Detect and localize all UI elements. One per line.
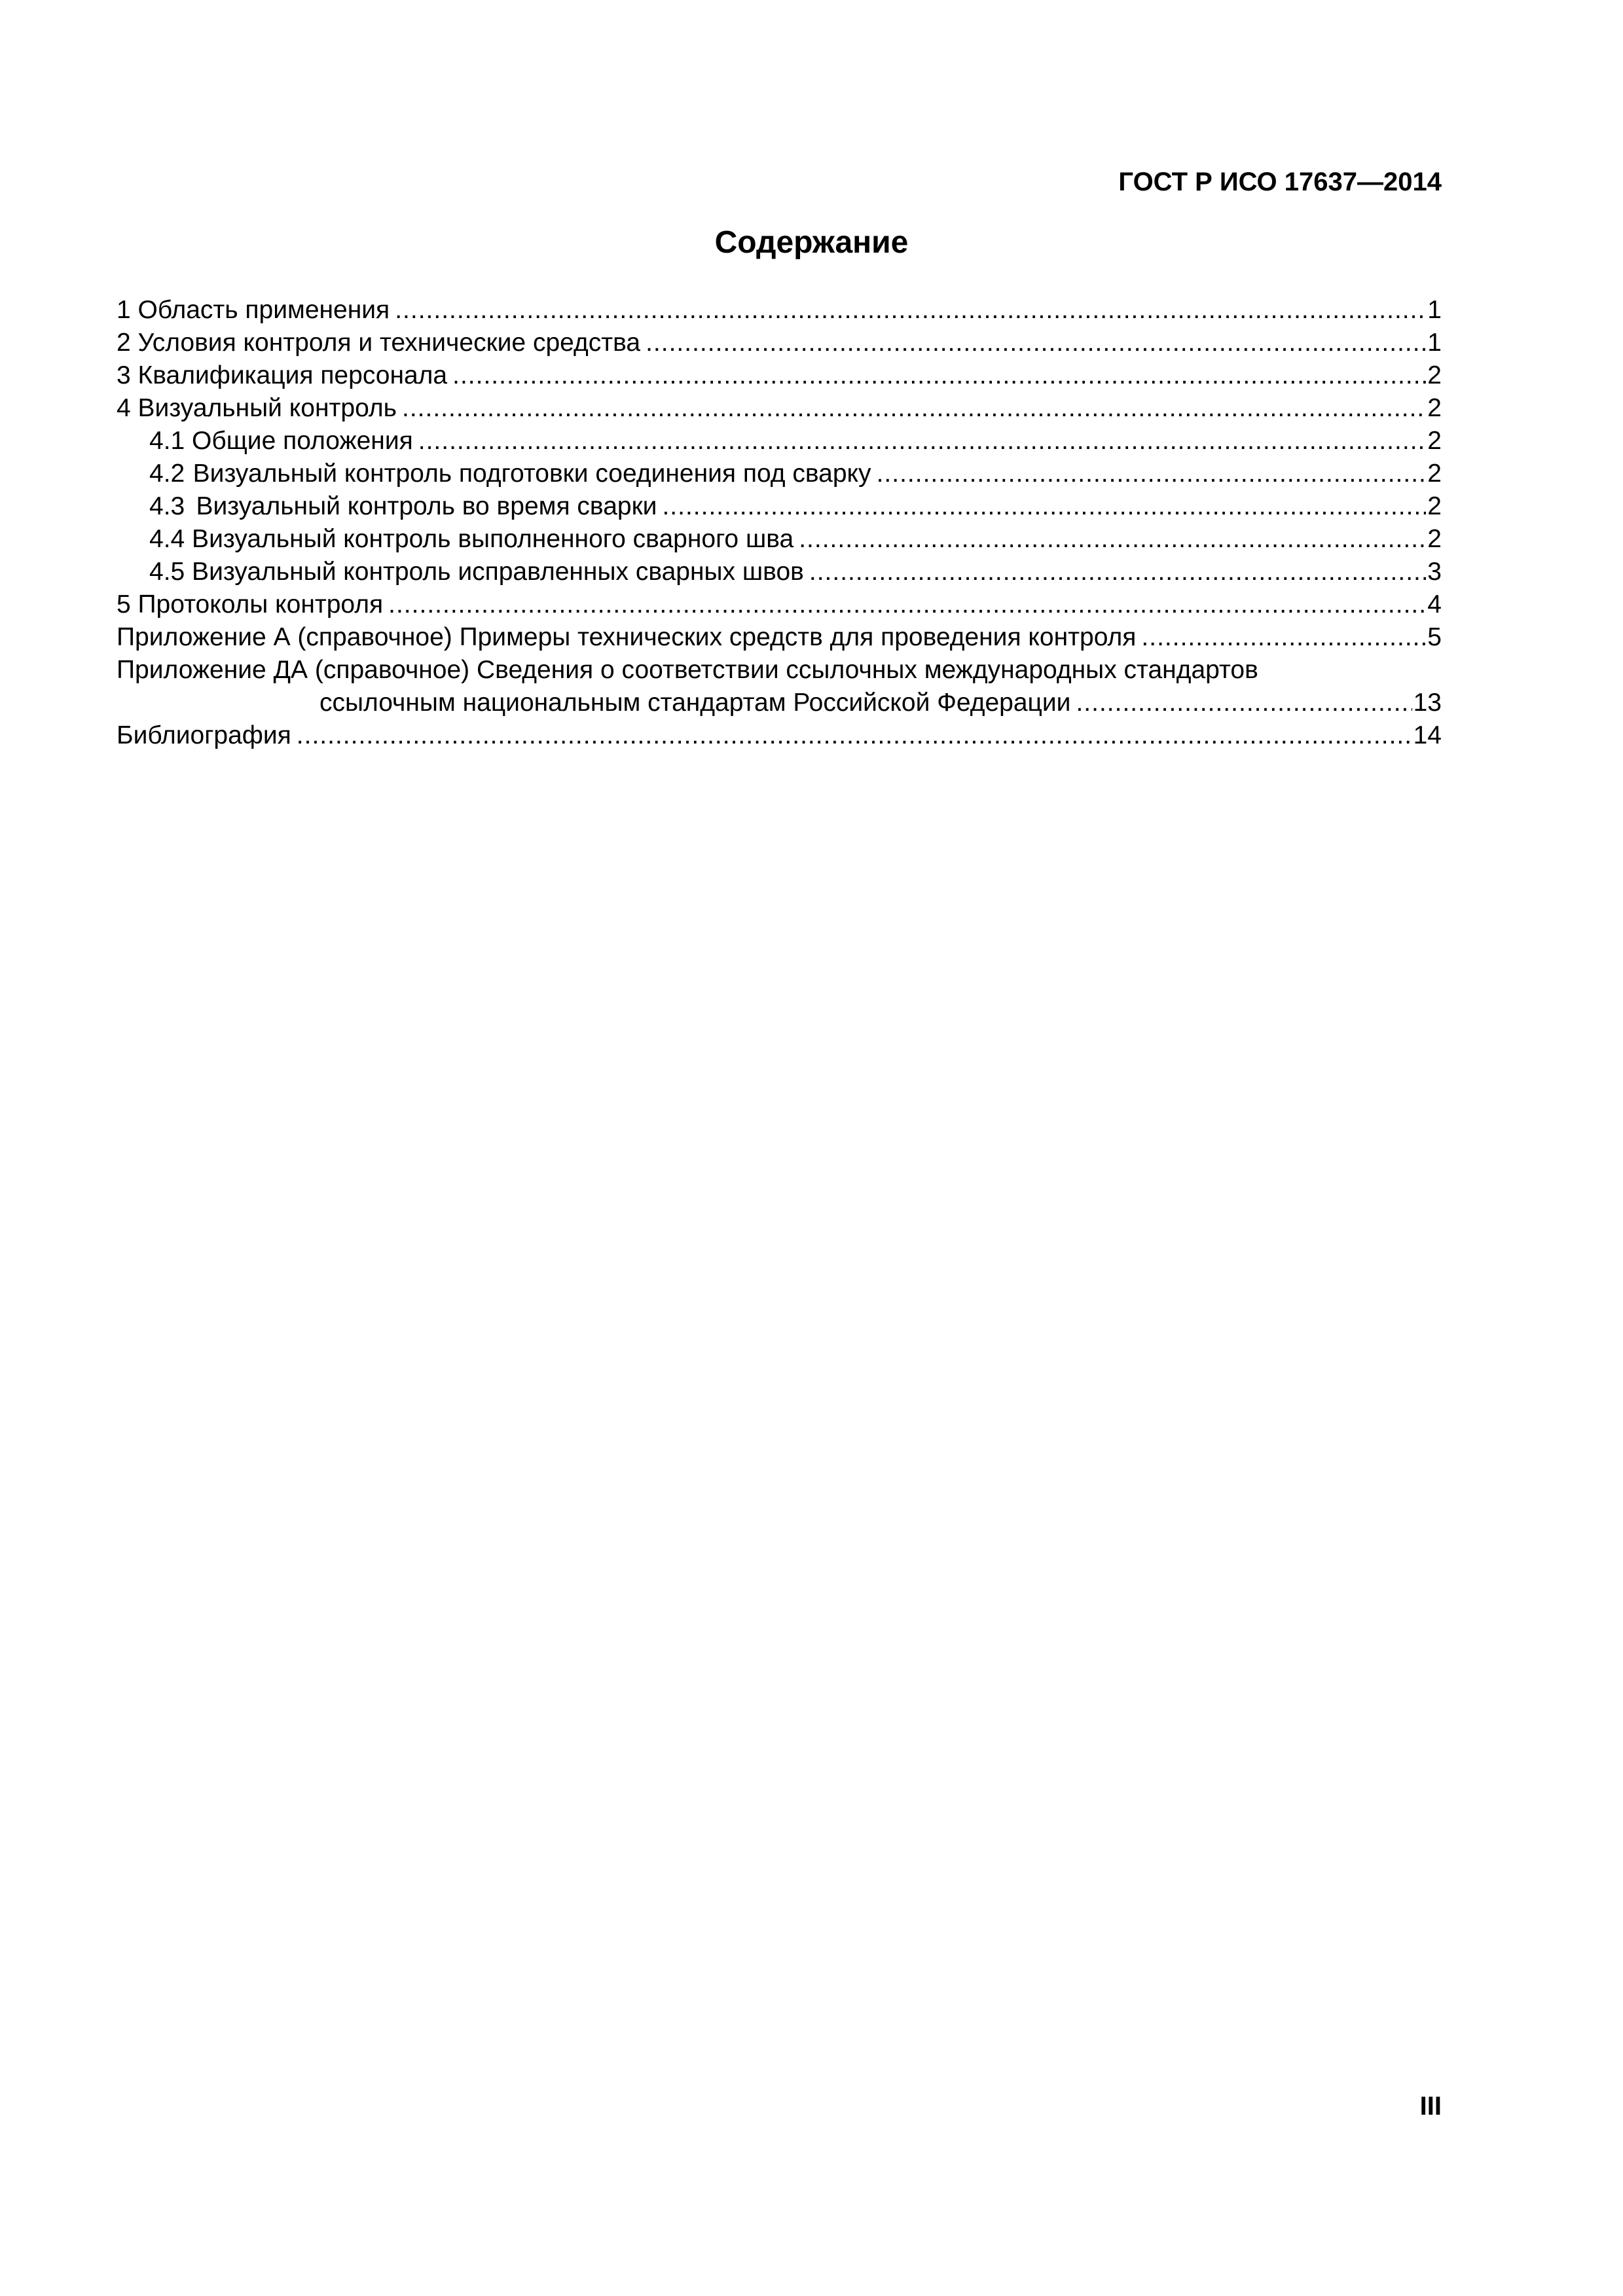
dot-leader xyxy=(395,294,1426,327)
toc-entry-page: 3 xyxy=(1427,558,1442,586)
dot-leader xyxy=(297,719,1412,752)
toc-entry-page: 14 xyxy=(1413,721,1442,749)
toc-entry-1[interactable] xyxy=(117,294,1442,327)
dot-leader xyxy=(418,425,1427,457)
toc-entry-appendix-a[interactable] xyxy=(117,621,1442,654)
toc-entry-label: 4.1 Общие положения xyxy=(149,427,413,455)
toc-entry-label: ссылочным национальным стандартам Российской Федерации xyxy=(319,689,1071,717)
toc-entry-number: 4.3 xyxy=(149,492,185,520)
dot-leader xyxy=(809,556,1426,588)
toc-entry-5[interactable] xyxy=(117,588,1442,621)
toc-entry-label: 4.5 Визуальный контроль исправленных сварных швов xyxy=(149,558,804,586)
toc-entry-3[interactable] xyxy=(117,359,1442,392)
toc-entry-4-2[interactable] xyxy=(117,457,1442,490)
toc-entry-page: 13 xyxy=(1413,689,1442,717)
toc-entry-page: 4 xyxy=(1427,590,1442,619)
dot-leader xyxy=(799,523,1426,556)
toc-entry-bibliography[interactable] xyxy=(117,719,1442,752)
toc-entry-4-4[interactable] xyxy=(117,523,1442,556)
toc-entry-label: 4.4 Визуальный контроль выполненного сварного шва xyxy=(149,525,794,553)
dot-leader xyxy=(1141,621,1426,654)
dot-leader xyxy=(1076,687,1412,719)
toc-entry-page: 2 xyxy=(1427,394,1442,422)
toc-entry-page: 2 xyxy=(1427,361,1442,389)
toc-entry-4[interactable] xyxy=(117,392,1442,425)
toc-entry-appendix-da-continued[interactable] xyxy=(117,687,1442,719)
toc-entry-label: 5 Протоколы контроля xyxy=(117,590,384,619)
toc-entry-page: 2 xyxy=(1427,492,1442,520)
toc-entry-page: 5 xyxy=(1427,623,1442,651)
toc-entry-page: 1 xyxy=(1427,296,1442,324)
toc-entry-4-1[interactable] xyxy=(117,425,1442,457)
dot-leader xyxy=(646,327,1426,359)
toc-entry-label: Визуальный контроль подготовки соединения под сварку xyxy=(192,459,871,488)
toc-entry-label: 3 Квалификация персонала xyxy=(117,361,448,389)
toc-entry-appendix-da[interactable] xyxy=(117,654,1442,687)
toc-entry-page: 1 xyxy=(1427,329,1442,357)
toc-entry-page: 2 xyxy=(1427,459,1442,488)
toc-entry-label: 2 Условия контроля и технические средства xyxy=(117,329,641,357)
dot-leader xyxy=(402,392,1426,425)
page-number: III xyxy=(1419,2092,1442,2121)
toc-entry-4-5[interactable] xyxy=(117,556,1442,588)
dot-leader xyxy=(877,457,1427,490)
dot-leader xyxy=(662,490,1426,523)
toc-entry-label: Библиография xyxy=(117,721,291,749)
toc-entry-number: 4.2 xyxy=(149,459,185,488)
toc-entry-label: Визуальный контроль во время сварки xyxy=(196,492,657,520)
toc-entry-page: 2 xyxy=(1427,525,1442,553)
document-code: ГОСТ Р ИСО 17637—2014 xyxy=(1118,168,1442,196)
toc-entry-4-3[interactable] xyxy=(117,490,1442,523)
dot-leader xyxy=(388,588,1426,621)
toc-entry-2[interactable] xyxy=(117,327,1442,359)
toc-entry-label: 1 Область применения xyxy=(117,296,390,324)
dot-leader xyxy=(452,359,1426,392)
toc-title: Содержание xyxy=(714,225,909,260)
toc-entry-label: Приложение А (справочное) Примеры технических средств для проведения контроля xyxy=(117,623,1137,651)
toc-entry-page: 2 xyxy=(1427,427,1442,455)
toc-entry-label: Приложение ДА (справочное) Сведения о соответствии ссылочных международных стандартов xyxy=(117,656,1258,684)
table-of-contents xyxy=(117,294,1442,752)
toc-entry-label: 4 Визуальный контроль xyxy=(117,394,397,422)
